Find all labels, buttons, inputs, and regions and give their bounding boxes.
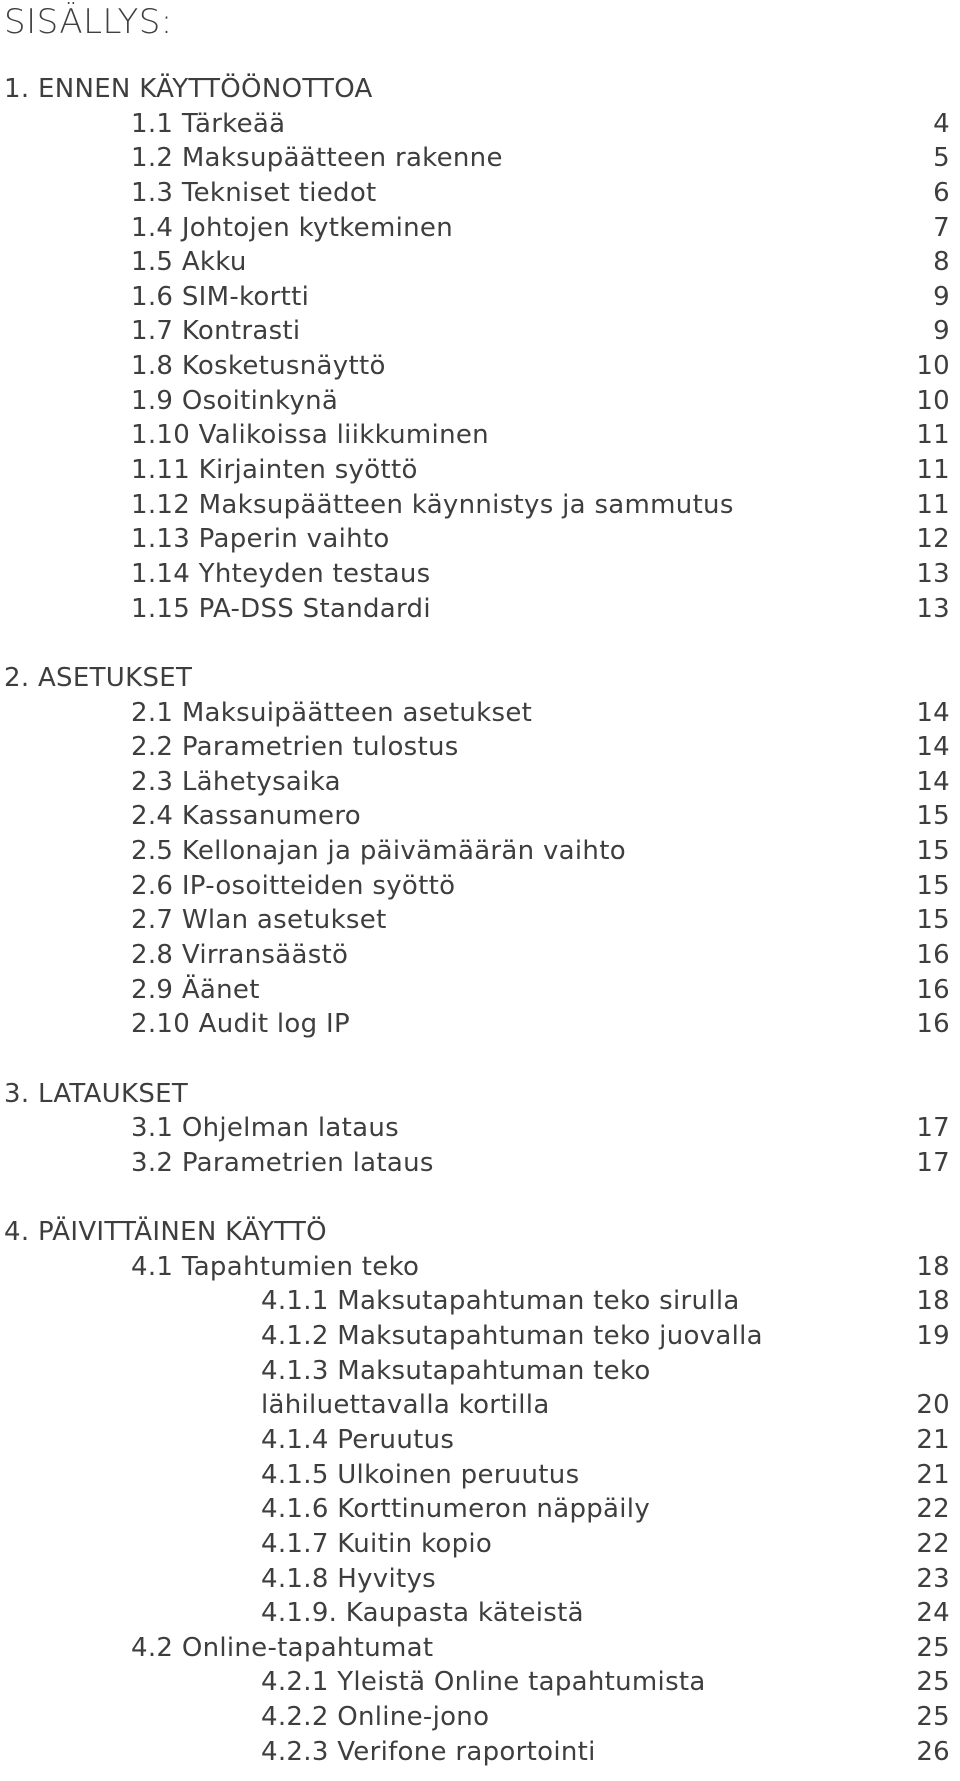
toc-entry-label: 1.10 Valikoissa liikkuminen (131, 420, 489, 451)
toc-entry-label: 2.8 Virransäästö (131, 940, 349, 971)
toc-entry (0, 1700, 960, 1735)
toc-entry (0, 1562, 960, 1597)
toc-entry-label: 1.6 SIM-kortti (131, 281, 310, 312)
toc-page-number: 18 (916, 1251, 950, 1282)
toc-entry (0, 418, 960, 453)
toc-entry-label: 4.1.7 Kuitin kopio (261, 1528, 493, 1559)
toc-entry (0, 1250, 960, 1285)
toc-entry-label: 2.3 Lähetysaika (131, 766, 341, 797)
toc-entry-label: 4.2.3 Verifone raportointi (261, 1736, 596, 1767)
toc-entry (0, 1631, 960, 1666)
toc-section-heading (0, 1215, 960, 1250)
toc-entry-label: lähiluettavalla kortilla (261, 1390, 550, 1421)
toc-entry (0, 453, 960, 488)
toc-page-number: 25 (916, 1702, 950, 1733)
toc-entry (0, 938, 960, 973)
toc-entry (0, 280, 960, 315)
toc-page-number: 18 (916, 1286, 950, 1317)
toc-entry (0, 730, 960, 765)
toc-page-number: 25 (916, 1667, 950, 1698)
toc-entry-label: 1.5 Akku (131, 247, 247, 278)
toc-entry-label: 1.13 Paperin vaihto (131, 524, 390, 555)
toc-entry-label: 2.5 Kellonajan ja päivämäärän vaihto (131, 836, 626, 867)
toc-page-number: 12 (916, 524, 950, 555)
toc-entry (0, 1007, 960, 1042)
toc-entry (0, 141, 960, 176)
toc-entry (0, 1146, 960, 1181)
toc-page-number: 16 (916, 1009, 950, 1040)
toc-page-number: 21 (916, 1424, 950, 1455)
toc-entry (0, 349, 960, 384)
toc-entry-label: 4.2.1 Yleistä Online tapahtumista (261, 1667, 706, 1698)
toc-entry-label: 2.7 Wlan asetukset (131, 905, 387, 936)
toc-entry-label: 1.2 Maksupäätteen rakenne (131, 143, 503, 174)
toc-entry (0, 488, 960, 523)
toc-page-number: 16 (916, 974, 950, 1005)
toc-entry-label: 1.14 Yhteyden testaus (131, 558, 431, 589)
toc-entry (0, 176, 960, 211)
toc-entry (0, 107, 960, 142)
toc-entry (0, 834, 960, 869)
toc-page-number: 19 (916, 1321, 950, 1352)
toc-page-number: 11 (916, 489, 950, 520)
toc-entry-label: 1.11 Kirjainten syöttö (131, 455, 418, 486)
toc-entry (0, 696, 960, 731)
toc-page-number: 14 (916, 732, 950, 763)
toc-entry-label: 1.3 Tekniset tiedot (131, 177, 377, 208)
toc-page-number: 6 (933, 177, 950, 208)
toc-entry (0, 799, 960, 834)
toc-page-number: 10 (916, 385, 950, 416)
toc-page-number: 17 (916, 1113, 950, 1144)
toc-section-heading (0, 661, 960, 696)
toc-entry-label: 1.7 Kontrasti (131, 316, 301, 347)
toc-page-number: 21 (916, 1459, 950, 1490)
toc-entry (0, 1388, 960, 1423)
toc-page-number: 16 (916, 940, 950, 971)
toc-page-number: 8 (933, 247, 950, 278)
toc-entry-label: 4.1.8 Hyvitys (261, 1563, 436, 1594)
toc-page-number: 14 (916, 766, 950, 797)
toc-page-number: 25 (916, 1632, 950, 1663)
table-of-contents (0, 72, 960, 1769)
toc-entry (0, 1284, 960, 1319)
toc-page-number: 7 (933, 212, 950, 243)
toc-entry-label: 2.4 Kassanumero (131, 801, 361, 832)
toc-entry (0, 1354, 960, 1389)
toc-page-number: 11 (916, 455, 950, 486)
toc-entry-label: 4.1.9. Kaupasta käteistä (261, 1598, 584, 1629)
toc-entry-label: 4.1.6 Korttinumeron näppäily (261, 1494, 651, 1525)
toc-entry-label: 3. LATAUKSET (4, 1078, 189, 1109)
toc-page-number: 24 (916, 1598, 950, 1629)
toc-entry-label: 1.12 Maksupäätteen käynnistys ja sammutus (131, 489, 734, 520)
toc-page-number: 10 (916, 351, 950, 382)
toc-entry-label: 2.6 IP-osoitteiden syöttö (131, 870, 456, 901)
toc-page-number: 15 (916, 870, 950, 901)
toc-section-heading (0, 72, 960, 107)
toc-entry-label: 2.9 Äänet (131, 974, 260, 1005)
toc-entry-label: 2.2 Parametrien tulostus (131, 732, 459, 763)
toc-entry (0, 1319, 960, 1354)
toc-entry (0, 314, 960, 349)
toc-entry-label: 1.9 Osoitinkynä (131, 385, 339, 416)
toc-page-number: 13 (916, 593, 950, 624)
toc-page-number: 5 (933, 143, 950, 174)
toc-page-number: 11 (916, 420, 950, 451)
toc-entry (0, 1458, 960, 1493)
toc-entry (0, 557, 960, 592)
toc-page-number: 17 (916, 1147, 950, 1178)
toc-section-heading (0, 1077, 960, 1112)
toc-entry-label: 4.1.5 Ulkoinen peruutus (261, 1459, 580, 1490)
toc-entry (0, 903, 960, 938)
toc-page-number: 15 (916, 801, 950, 832)
toc-entry-label: 1.4 Johtojen kytkeminen (131, 212, 453, 243)
toc-entry-label: 1. ENNEN KÄYTTÖÖNOTTOA (4, 74, 373, 104)
toc-entry-label: 4.2 Online-tapahtumat (131, 1632, 434, 1663)
toc-entry (0, 592, 960, 627)
toc-entry-label: 1.8 Kosketusnäyttö (131, 351, 386, 382)
toc-entry-label: 1.1 Tärkeää (131, 108, 286, 139)
toc-entry (0, 1423, 960, 1458)
toc-page-number: 15 (916, 836, 950, 867)
toc-page-number: 23 (916, 1563, 950, 1594)
toc-entry-label: 3.2 Parametrien lataus (131, 1147, 434, 1178)
toc-entry (0, 973, 960, 1008)
toc-entry (0, 765, 960, 800)
toc-entry-label: 3.1 Ohjelman lataus (131, 1113, 400, 1144)
toc-page-number: 9 (933, 316, 950, 347)
toc-entry-label: 4.1 Tapahtumien teko (131, 1251, 420, 1282)
toc-entry (0, 1596, 960, 1631)
toc-entry (0, 522, 960, 557)
toc-page-number: 4 (933, 108, 950, 139)
toc-entry (0, 1665, 960, 1700)
toc-page-number: 22 (916, 1494, 950, 1525)
toc-entry-label: 4.1.3 Maksutapahtuman teko (261, 1355, 651, 1386)
toc-entry-label: 1.15 PA-DSS Standardi (131, 593, 431, 624)
toc-page-number: 20 (916, 1390, 950, 1421)
toc-page-number: 13 (916, 558, 950, 589)
toc-entry-label: 2. ASETUKSET (4, 662, 193, 693)
toc-entry (0, 1735, 960, 1770)
toc-page-number: 15 (916, 905, 950, 936)
toc-entry-label: 2.10 Audit log IP (131, 1009, 350, 1040)
toc-page-number: 26 (916, 1736, 950, 1767)
toc-entry-label: 4.1.4 Peruutus (261, 1424, 455, 1455)
toc-entry-label: 2.1 Maksuipäätteen asetukset (131, 697, 533, 728)
toc-entry (0, 211, 960, 246)
page-title: SISÄLLYS: (4, 2, 173, 42)
toc-entry-label: 4.1.1 Maksutapahtuman teko sirulla (261, 1286, 740, 1317)
toc-page-number: 14 (916, 697, 950, 728)
toc-page-number: 9 (933, 281, 950, 312)
toc-entry (0, 384, 960, 419)
toc-entry-label: 4. PÄIVITTÄINEN KÄYTTÖ (4, 1217, 327, 1248)
toc-entry-label: 4.1.2 Maksutapahtuman teko juovalla (261, 1321, 763, 1352)
toc-entry-label: 4.2.2 Online-jono (261, 1702, 490, 1733)
toc-entry (0, 1527, 960, 1562)
toc-entry (0, 1111, 960, 1146)
toc-page-number: 22 (916, 1528, 950, 1559)
toc-entry (0, 245, 960, 280)
toc-entry (0, 869, 960, 904)
toc-entry (0, 1492, 960, 1527)
